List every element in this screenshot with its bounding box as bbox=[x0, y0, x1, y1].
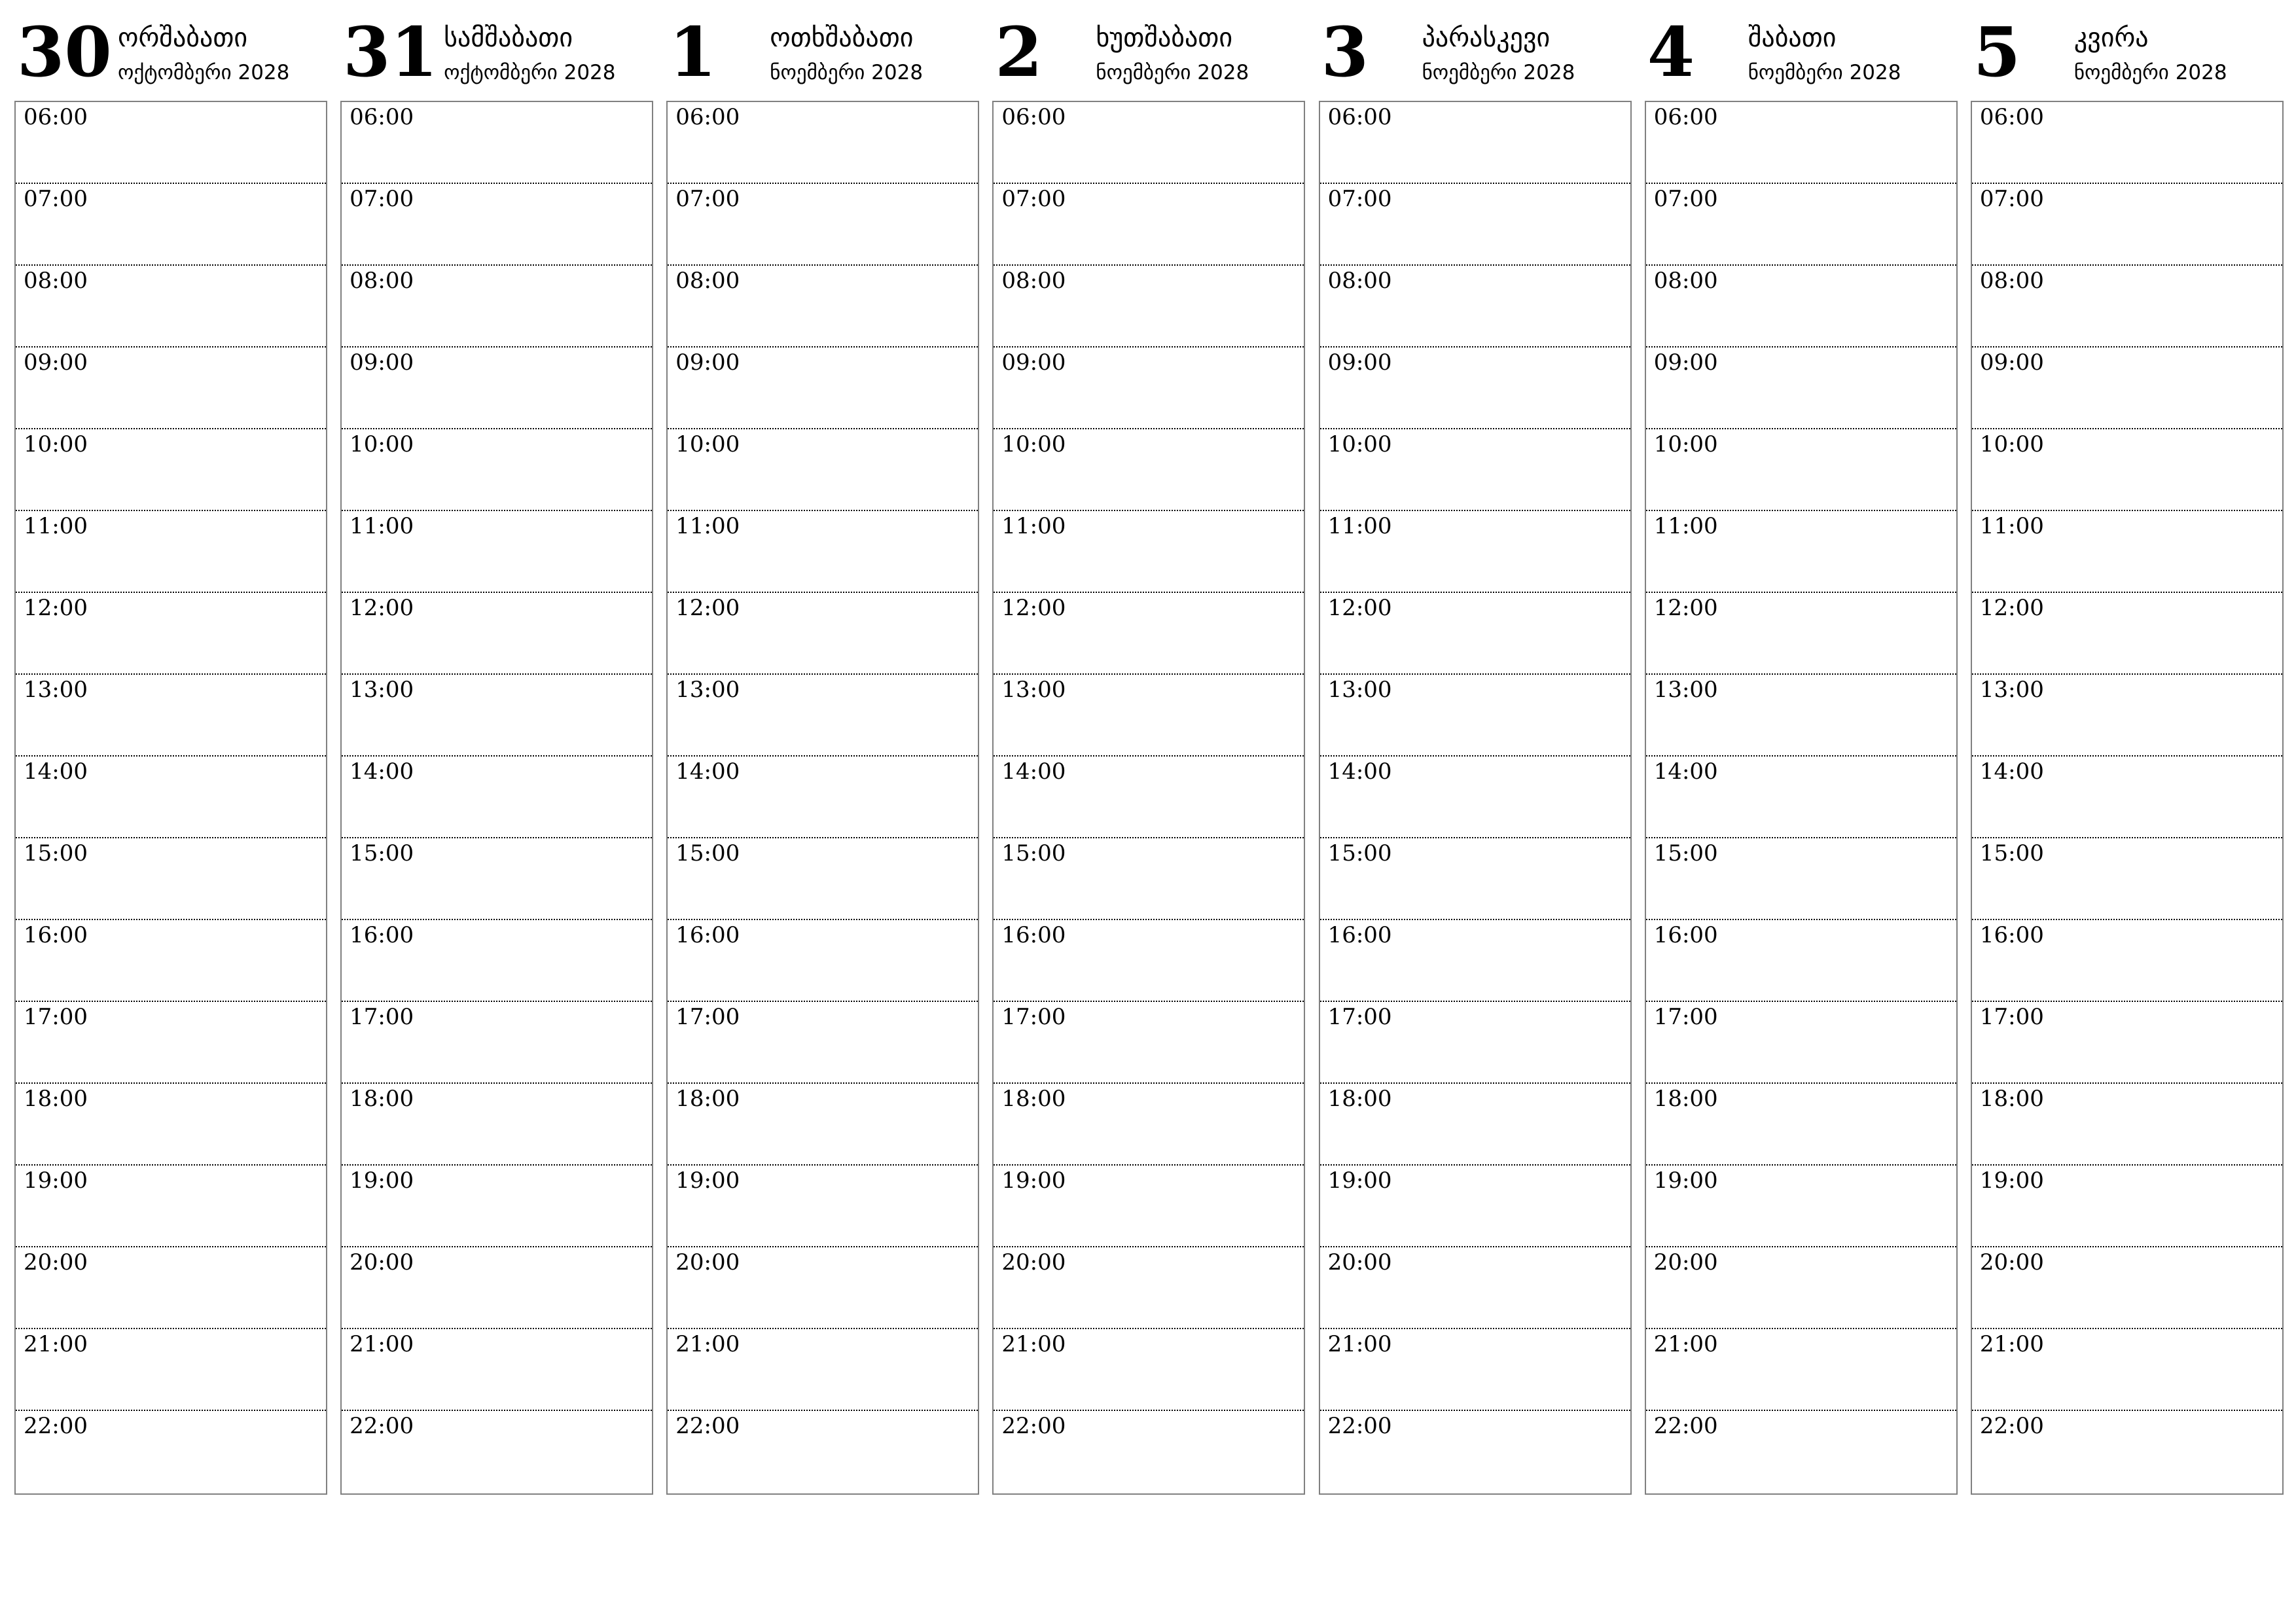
time-label: 20:00 bbox=[1327, 1249, 1392, 1275]
time-label: 15:00 bbox=[1327, 840, 1392, 866]
day-header bbox=[992, 0, 1304, 100]
time-label: 11:00 bbox=[24, 513, 88, 539]
time-label: 10:00 bbox=[1653, 431, 1718, 457]
time-label: 22:00 bbox=[675, 1413, 740, 1439]
time-label: 22:00 bbox=[1653, 1413, 1718, 1439]
time-label: 14:00 bbox=[1979, 758, 2044, 785]
time-slot[interactable] bbox=[668, 1166, 978, 1247]
time-slot[interactable] bbox=[1646, 838, 1956, 920]
time-slot[interactable] bbox=[1646, 1166, 1956, 1247]
time-slot[interactable] bbox=[342, 348, 652, 429]
time-label: 17:00 bbox=[1001, 1004, 1066, 1030]
day-number: 2 bbox=[995, 12, 1043, 92]
time-slot[interactable] bbox=[1646, 757, 1956, 838]
time-label: 08:00 bbox=[1327, 268, 1392, 294]
time-slot[interactable] bbox=[994, 348, 1304, 429]
day-number: 31 bbox=[343, 12, 438, 92]
day-number: 3 bbox=[1321, 12, 1369, 92]
day-column bbox=[666, 0, 978, 1499]
time-label: 15:00 bbox=[675, 840, 740, 866]
time-label: 06:00 bbox=[350, 104, 414, 130]
time-label: 06:00 bbox=[1001, 104, 1066, 130]
time-slot[interactable] bbox=[1320, 1084, 1630, 1166]
time-slot[interactable] bbox=[994, 1166, 1304, 1247]
day-number: 4 bbox=[1647, 12, 1695, 92]
time-slot[interactable] bbox=[1972, 429, 2282, 511]
time-slot[interactable] bbox=[1972, 757, 2282, 838]
time-label: 20:00 bbox=[675, 1249, 740, 1275]
time-label: 12:00 bbox=[1979, 595, 2044, 621]
time-label: 16:00 bbox=[1001, 922, 1066, 948]
time-label: 21:00 bbox=[350, 1331, 414, 1357]
time-slot[interactable] bbox=[1972, 1247, 2282, 1329]
time-slot[interactable] bbox=[1646, 675, 1956, 757]
time-slot[interactable] bbox=[342, 1247, 652, 1329]
day-header bbox=[1971, 0, 2283, 100]
time-label: 18:00 bbox=[1327, 1086, 1392, 1112]
time-slot[interactable] bbox=[994, 593, 1304, 675]
time-slot[interactable] bbox=[342, 757, 652, 838]
time-slot[interactable] bbox=[994, 511, 1304, 593]
time-slot[interactable] bbox=[668, 1084, 978, 1166]
weekly-planner bbox=[14, 0, 2283, 1499]
time-label: 20:00 bbox=[24, 1249, 88, 1275]
time-slot[interactable] bbox=[16, 1166, 326, 1247]
time-slot[interactable] bbox=[16, 348, 326, 429]
time-slot[interactable] bbox=[1972, 675, 2282, 757]
time-label: 19:00 bbox=[1001, 1168, 1066, 1194]
time-label: 18:00 bbox=[24, 1086, 88, 1112]
time-label: 14:00 bbox=[24, 758, 88, 785]
time-slot[interactable] bbox=[1320, 184, 1630, 266]
time-slot[interactable] bbox=[16, 429, 326, 511]
time-slot[interactable] bbox=[1646, 102, 1956, 184]
time-label: 09:00 bbox=[1979, 349, 2044, 376]
time-slot[interactable] bbox=[1646, 266, 1956, 348]
day-column bbox=[1971, 0, 2283, 1499]
time-label: 12:00 bbox=[24, 595, 88, 621]
time-label: 12:00 bbox=[675, 595, 740, 621]
time-slot[interactable] bbox=[342, 1084, 652, 1166]
day-column bbox=[992, 0, 1304, 1499]
time-slot[interactable] bbox=[1972, 1329, 2282, 1411]
time-label: 08:00 bbox=[675, 268, 740, 294]
time-label: 16:00 bbox=[675, 922, 740, 948]
time-label: 20:00 bbox=[350, 1249, 414, 1275]
time-slot[interactable] bbox=[668, 348, 978, 429]
time-slot[interactable] bbox=[1646, 1329, 1956, 1411]
time-slot[interactable] bbox=[342, 429, 652, 511]
day-column bbox=[340, 0, 653, 1499]
day-header bbox=[1319, 0, 1631, 100]
time-slot[interactable] bbox=[1972, 1411, 2282, 1493]
time-label: 19:00 bbox=[350, 1168, 414, 1194]
time-slot[interactable] bbox=[342, 102, 652, 184]
time-label: 14:00 bbox=[675, 758, 740, 785]
time-slot[interactable] bbox=[16, 266, 326, 348]
time-slot[interactable] bbox=[994, 920, 1304, 1002]
day-header bbox=[1645, 0, 1957, 100]
day-header bbox=[340, 0, 653, 100]
time-label: 10:00 bbox=[1979, 431, 2044, 457]
time-slot[interactable] bbox=[1646, 511, 1956, 593]
time-label: 06:00 bbox=[24, 104, 88, 130]
month-year-label: ნოემბერი 2028 bbox=[1748, 61, 1901, 84]
time-label: 14:00 bbox=[350, 758, 414, 785]
time-slot[interactable] bbox=[1320, 920, 1630, 1002]
time-slot[interactable] bbox=[342, 675, 652, 757]
day-schedule-box bbox=[992, 101, 1305, 1495]
time-slot[interactable] bbox=[994, 102, 1304, 184]
day-schedule-box bbox=[1971, 101, 2284, 1495]
time-slot[interactable] bbox=[668, 1329, 978, 1411]
time-label: 15:00 bbox=[1001, 840, 1066, 866]
time-slot[interactable] bbox=[1646, 429, 1956, 511]
day-header bbox=[14, 0, 327, 100]
time-label: 07:00 bbox=[24, 186, 88, 212]
time-slot[interactable] bbox=[342, 838, 652, 920]
time-slot[interactable] bbox=[668, 184, 978, 266]
time-label: 11:00 bbox=[675, 513, 740, 539]
time-slot[interactable] bbox=[1646, 1002, 1956, 1084]
day-schedule-box bbox=[666, 101, 979, 1495]
time-slot[interactable] bbox=[16, 1084, 326, 1166]
time-slot[interactable] bbox=[668, 593, 978, 675]
weekday-name: ოთხშაბათი bbox=[770, 23, 914, 53]
time-slot[interactable] bbox=[16, 920, 326, 1002]
time-slot[interactable] bbox=[16, 1247, 326, 1329]
time-label: 16:00 bbox=[350, 922, 414, 948]
time-label: 22:00 bbox=[1327, 1413, 1392, 1439]
time-slot[interactable] bbox=[1972, 266, 2282, 348]
time-slot[interactable] bbox=[1972, 1002, 2282, 1084]
day-header bbox=[666, 0, 978, 100]
time-label: 15:00 bbox=[1653, 840, 1718, 866]
time-label: 21:00 bbox=[1001, 1331, 1066, 1357]
time-label: 07:00 bbox=[1001, 186, 1066, 212]
time-label: 18:00 bbox=[1001, 1086, 1066, 1112]
time-label: 19:00 bbox=[24, 1168, 88, 1194]
time-label: 13:00 bbox=[350, 677, 414, 703]
time-label: 06:00 bbox=[1327, 104, 1392, 130]
time-slot[interactable] bbox=[1320, 429, 1630, 511]
time-label: 13:00 bbox=[1653, 677, 1718, 703]
time-slot[interactable] bbox=[1320, 838, 1630, 920]
month-year-label: ნოემბერი 2028 bbox=[770, 61, 924, 84]
time-label: 18:00 bbox=[675, 1086, 740, 1112]
time-label: 17:00 bbox=[1979, 1004, 2044, 1030]
time-slot[interactable] bbox=[1972, 348, 2282, 429]
time-slot[interactable] bbox=[1972, 1166, 2282, 1247]
time-label: 20:00 bbox=[1001, 1249, 1066, 1275]
time-slot[interactable] bbox=[1320, 348, 1630, 429]
time-label: 11:00 bbox=[1327, 513, 1392, 539]
time-label: 15:00 bbox=[1979, 840, 2044, 866]
time-slot[interactable] bbox=[668, 920, 978, 1002]
time-label: 09:00 bbox=[24, 349, 88, 376]
time-label: 16:00 bbox=[1653, 922, 1718, 948]
time-slot[interactable] bbox=[16, 1411, 326, 1493]
time-slot[interactable] bbox=[342, 920, 652, 1002]
time-slot[interactable] bbox=[1320, 102, 1630, 184]
time-label: 14:00 bbox=[1001, 758, 1066, 785]
time-slot[interactable] bbox=[1646, 1084, 1956, 1166]
time-slot[interactable] bbox=[994, 266, 1304, 348]
time-slot[interactable] bbox=[1320, 1411, 1630, 1493]
time-label: 19:00 bbox=[1327, 1168, 1392, 1194]
time-label: 08:00 bbox=[1979, 268, 2044, 294]
time-label: 21:00 bbox=[1327, 1331, 1392, 1357]
time-label: 13:00 bbox=[1001, 677, 1066, 703]
time-label: 22:00 bbox=[1001, 1413, 1066, 1439]
time-slot[interactable] bbox=[1320, 1247, 1630, 1329]
time-label: 08:00 bbox=[350, 268, 414, 294]
time-label: 19:00 bbox=[1653, 1168, 1718, 1194]
time-slot[interactable] bbox=[994, 429, 1304, 511]
time-slot[interactable] bbox=[342, 184, 652, 266]
time-slot[interactable] bbox=[994, 1411, 1304, 1493]
time-label: 17:00 bbox=[1653, 1004, 1718, 1030]
time-slot[interactable] bbox=[668, 102, 978, 184]
day-number: 5 bbox=[1973, 12, 2021, 92]
time-slot[interactable] bbox=[1320, 511, 1630, 593]
time-label: 16:00 bbox=[1979, 922, 2044, 948]
time-slot[interactable] bbox=[1646, 593, 1956, 675]
time-slot[interactable] bbox=[994, 1247, 1304, 1329]
time-slot[interactable] bbox=[668, 1411, 978, 1493]
time-slot[interactable] bbox=[342, 1411, 652, 1493]
time-label: 09:00 bbox=[1653, 349, 1718, 376]
time-label: 16:00 bbox=[24, 922, 88, 948]
time-label: 17:00 bbox=[675, 1004, 740, 1030]
weekday-name: ორშაბათი bbox=[118, 23, 248, 53]
time-label: 18:00 bbox=[350, 1086, 414, 1112]
time-slot[interactable] bbox=[342, 266, 652, 348]
time-slot[interactable] bbox=[342, 511, 652, 593]
time-slot[interactable] bbox=[342, 1329, 652, 1411]
time-label: 10:00 bbox=[675, 431, 740, 457]
time-slot[interactable] bbox=[668, 675, 978, 757]
weekday-name: ხუთშაბათი bbox=[1096, 23, 1233, 53]
time-label: 13:00 bbox=[1327, 677, 1392, 703]
time-label: 21:00 bbox=[1979, 1331, 2044, 1357]
time-label: 21:00 bbox=[1653, 1331, 1718, 1357]
time-slot[interactable] bbox=[1320, 266, 1630, 348]
time-label: 19:00 bbox=[1979, 1168, 2044, 1194]
time-slot[interactable] bbox=[994, 184, 1304, 266]
time-label: 08:00 bbox=[1001, 268, 1066, 294]
time-slot[interactable] bbox=[16, 1329, 326, 1411]
weekday-name: კვირა bbox=[2073, 23, 2149, 53]
time-label: 10:00 bbox=[350, 431, 414, 457]
weekday-name: შაბათი bbox=[1748, 23, 1837, 53]
time-slot[interactable] bbox=[1972, 102, 2282, 184]
time-slot[interactable] bbox=[994, 838, 1304, 920]
time-label: 18:00 bbox=[1653, 1086, 1718, 1112]
time-slot[interactable] bbox=[16, 675, 326, 757]
time-label: 11:00 bbox=[1653, 513, 1718, 539]
time-slot[interactable] bbox=[668, 1002, 978, 1084]
time-label: 20:00 bbox=[1979, 1249, 2044, 1275]
day-schedule-box bbox=[14, 101, 327, 1495]
time-slot[interactable] bbox=[342, 1002, 652, 1084]
time-label: 14:00 bbox=[1653, 758, 1718, 785]
time-slot[interactable] bbox=[342, 1166, 652, 1247]
time-label: 12:00 bbox=[1327, 595, 1392, 621]
time-slot[interactable] bbox=[1320, 1166, 1630, 1247]
time-slot[interactable] bbox=[668, 511, 978, 593]
time-label: 07:00 bbox=[350, 186, 414, 212]
time-slot[interactable] bbox=[1646, 1247, 1956, 1329]
time-slot[interactable] bbox=[16, 838, 326, 920]
time-slot[interactable] bbox=[1320, 1329, 1630, 1411]
day-column bbox=[1319, 0, 1631, 1499]
time-label: 14:00 bbox=[1327, 758, 1392, 785]
time-label: 06:00 bbox=[1653, 104, 1718, 130]
time-label: 17:00 bbox=[1327, 1004, 1392, 1030]
month-year-label: ოქტომბერი 2028 bbox=[444, 61, 616, 84]
time-label: 16:00 bbox=[1327, 922, 1392, 948]
day-number: 1 bbox=[669, 12, 717, 92]
time-slot[interactable] bbox=[16, 1002, 326, 1084]
time-slot[interactable] bbox=[668, 266, 978, 348]
time-slot[interactable] bbox=[1972, 920, 2282, 1002]
time-slot[interactable] bbox=[16, 757, 326, 838]
time-label: 15:00 bbox=[24, 840, 88, 866]
time-slot[interactable] bbox=[16, 184, 326, 266]
day-number: 30 bbox=[17, 12, 112, 92]
time-slot[interactable] bbox=[994, 1002, 1304, 1084]
time-label: 18:00 bbox=[1979, 1086, 2044, 1112]
time-slot[interactable] bbox=[16, 102, 326, 184]
time-label: 10:00 bbox=[1327, 431, 1392, 457]
day-column bbox=[14, 0, 327, 1499]
time-label: 12:00 bbox=[350, 595, 414, 621]
time-slot[interactable] bbox=[668, 429, 978, 511]
time-label: 13:00 bbox=[675, 677, 740, 703]
time-label: 06:00 bbox=[1979, 104, 2044, 130]
time-label: 08:00 bbox=[1653, 268, 1718, 294]
time-slot[interactable] bbox=[1972, 1084, 2282, 1166]
time-label: 07:00 bbox=[675, 186, 740, 212]
time-slot[interactable] bbox=[668, 1247, 978, 1329]
time-label: 17:00 bbox=[24, 1004, 88, 1030]
time-slot[interactable] bbox=[16, 593, 326, 675]
time-label: 22:00 bbox=[350, 1413, 414, 1439]
time-label: 07:00 bbox=[1653, 186, 1718, 212]
time-label: 07:00 bbox=[1979, 186, 2044, 212]
time-slot[interactable] bbox=[1972, 593, 2282, 675]
day-schedule-box bbox=[1319, 101, 1632, 1495]
time-slot[interactable] bbox=[1646, 1411, 1956, 1493]
time-slot[interactable] bbox=[1320, 757, 1630, 838]
weekday-name: პარასკევი bbox=[1422, 23, 1551, 53]
time-label: 09:00 bbox=[350, 349, 414, 376]
time-slot[interactable] bbox=[994, 1084, 1304, 1166]
time-label: 09:00 bbox=[1001, 349, 1066, 376]
time-label: 09:00 bbox=[675, 349, 740, 376]
day-schedule-box bbox=[1645, 101, 1958, 1495]
month-year-label: ოქტომბერი 2028 bbox=[118, 61, 290, 84]
time-label: 17:00 bbox=[350, 1004, 414, 1030]
time-label: 19:00 bbox=[675, 1168, 740, 1194]
time-slot[interactable] bbox=[1646, 348, 1956, 429]
time-label: 21:00 bbox=[675, 1331, 740, 1357]
time-label: 13:00 bbox=[24, 677, 88, 703]
time-label: 22:00 bbox=[1979, 1413, 2044, 1439]
time-label: 11:00 bbox=[350, 513, 414, 539]
time-slot[interactable] bbox=[994, 675, 1304, 757]
time-slot[interactable] bbox=[668, 838, 978, 920]
day-schedule-box bbox=[340, 101, 653, 1495]
time-slot[interactable] bbox=[342, 593, 652, 675]
time-slot[interactable] bbox=[1320, 1002, 1630, 1084]
time-label: 11:00 bbox=[1001, 513, 1066, 539]
time-label: 13:00 bbox=[1979, 677, 2044, 703]
time-slot[interactable] bbox=[994, 1329, 1304, 1411]
time-label: 10:00 bbox=[1001, 431, 1066, 457]
time-slot[interactable] bbox=[1320, 675, 1630, 757]
time-label: 09:00 bbox=[1327, 349, 1392, 376]
time-label: 20:00 bbox=[1653, 1249, 1718, 1275]
time-label: 06:00 bbox=[675, 104, 740, 130]
weekday-name: სამშაბათი bbox=[444, 23, 573, 53]
time-slot[interactable] bbox=[1646, 920, 1956, 1002]
month-year-label: ნოემბერი 2028 bbox=[1422, 61, 1575, 84]
time-label: 15:00 bbox=[350, 840, 414, 866]
time-slot[interactable] bbox=[1320, 593, 1630, 675]
time-label: 12:00 bbox=[1653, 595, 1718, 621]
time-slot[interactable] bbox=[994, 757, 1304, 838]
time-slot[interactable] bbox=[668, 757, 978, 838]
day-column bbox=[1645, 0, 1957, 1499]
time-label: 08:00 bbox=[24, 268, 88, 294]
month-year-label: ნოემბერი 2028 bbox=[1096, 61, 1249, 84]
time-label: 21:00 bbox=[24, 1331, 88, 1357]
time-slot[interactable] bbox=[1972, 838, 2282, 920]
time-slot[interactable] bbox=[1646, 184, 1956, 266]
time-slot[interactable] bbox=[1972, 511, 2282, 593]
time-label: 12:00 bbox=[1001, 595, 1066, 621]
month-year-label: ნოემბერი 2028 bbox=[2073, 61, 2227, 84]
time-slot[interactable] bbox=[16, 511, 326, 593]
time-label: 11:00 bbox=[1979, 513, 2044, 539]
time-slot[interactable] bbox=[1972, 184, 2282, 266]
time-label: 22:00 bbox=[24, 1413, 88, 1439]
time-label: 07:00 bbox=[1327, 186, 1392, 212]
time-label: 10:00 bbox=[24, 431, 88, 457]
